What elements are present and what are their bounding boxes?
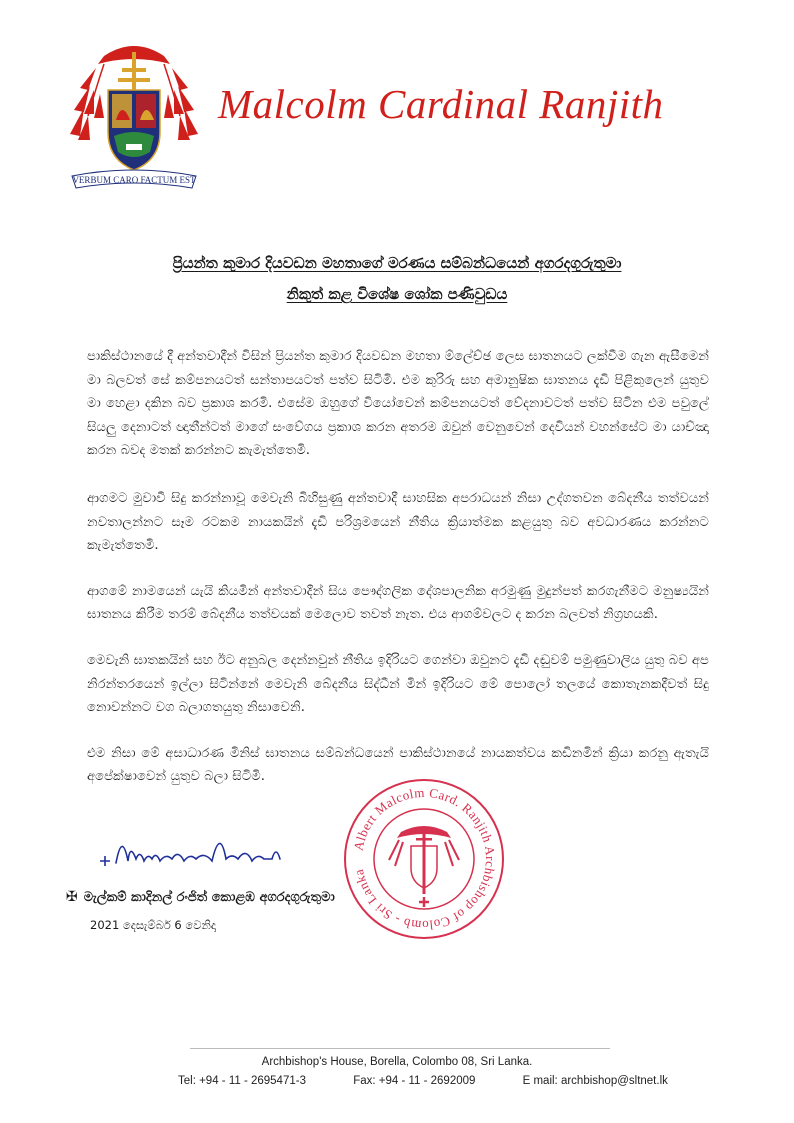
crest-motto: VERBUM CARO FACTUM EST: [72, 175, 196, 185]
letter-date: 2021 දෙසැම්බර් 6 වෙනිදා: [90, 918, 216, 932]
footer-address: Archbishop's House, Borella, Colombo 08, Sri Lanka.: [261, 1056, 533, 1068]
footer-email: E mail: archbishop@sltnet.lk: [522, 1075, 668, 1087]
archbishop-seal-icon: [341, 776, 507, 942]
signer-name: [66, 889, 335, 905]
message-body: [87, 345, 709, 811]
footer-telephone: Tel: +94 - 11 - 2695471-3: [178, 1075, 306, 1087]
heading-line-1: ප්‍රියන්ත කුමාර දියවඩන මහතාගේ මරණය සම්බන්ධයෙන් අගරදගුරුතුමා: [172, 254, 622, 272]
footer-contact: [178, 1075, 668, 1087]
handwritten-signature-icon: [96, 823, 296, 873]
cross-icon: ✠: [66, 889, 78, 905]
paragraph: මෙවැනි ඝාතකයින් සහ ඊට අනුබල දෙන්නවුන් නීතිය ඉදිරියට ගෙන්වා ඔවුනට දැඩි දඬුවම් පමුණුවාලිය යුතු බව අප නිරන්තරයෙන් ඉල්ලා සිටින්නේ මෙවැනි බේදනීය සිද්ධීන් මින් ඉදිරියට මේ පොලෝ තලයේ කොතැනකදීවත් සිදු නොවන්නට වග බලාගතයුතු නිසාවෙනි.: [87, 652, 709, 716]
signer-title: මැල්කම් කාදිනල් රංජිත් කොළඹ අගරදගුරුතුමා: [83, 890, 335, 905]
seal-text: Albert Malcolm Card. Ranjith Archbishop of Colomb - Sri Lanka: [350, 784, 499, 934]
letterhead-name: Malcolm Cardinal Ranjith: [218, 81, 664, 127]
footer-divider: [190, 1048, 610, 1049]
coat-of-arms-icon: [66, 28, 202, 194]
footer-fax: Fax: +94 - 11 - 2692009: [353, 1075, 476, 1087]
message-heading: [60, 248, 734, 310]
paragraph: පාකිස්ථානයේ දී අන්තවාදීන් විසින් ප්‍රියන්ත කුමාර දියවඩන මහතා ම්ලේච්ඡ ලෙස ඝාතනයට ලක්වීම ගැන ඇසීමෙන් මා බලවත් සේ කම්පනයටත් සන්තාපයටත් පත්ව සිටිමි. එම කුරිරු සහ අමානුෂික ඝාතනය දැඩි පිළිකුලෙන් යුතුව මා හෙළා දකින බව ප්‍රකාශ කරමි. එසේම ඔහුගේ වියෝවෙන් කම්පනයටත් වේදනාවටත් පත්ව සිටින එම පවුලේ සියලු දෙනාටත් ඥාතීන්ටත් මාගේ සංවේගය ප්‍රකාශ කරන අතරම ඔවුන් වෙනුවෙන් දෙවියන් වහන්සේට මා යාච්ඤා කරන බවද මතක් කරන්නට කැමැත්තෙමි.: [87, 349, 709, 459]
paragraph: ආගමට මුවාවී සිදු කරන්නාවූ මෙවැනි බිහිසුණු අන්තවාදී සාහසික අපරාධයන් නිසා උද්ගතවන බේදනීය තත්වයන් නවතාලන්නට සෑම රටකම නායකයින් දැඩි පරිශ්‍රමයෙන් නීතිය ක්‍රියාත්මක කළයුතු බව අවධාරණය කරන්නට කැමැත්තෙමි.: [87, 490, 709, 554]
paragraph: ආගමේ නාමයෙන් යැයි කියමින් අන්තවාදීන් සිය පෞද්ගලික දේශපාලනික අරමුණු මුදුන්පත් කරගැනීමට මනුෂ්‍යයින් ඝාතනය කිරීම තරම් බේදනීය තත්වයක් මෙලොව තවත් නැත. එය ආගම්වලට ද කරන බලවත් නිග්‍රහයකි.: [87, 583, 709, 623]
paragraph: එම නිසා මේ අසාධාරණ මිනිස් ඝාතනය සම්බන්ධයෙන් පාකිස්ථානයේ නායකත්වය කඩිනමින් ක්‍රියා කරනු ඇතැයි අපේක්ෂාවෙන් යුතුව බලා සිටිමි.: [87, 745, 709, 785]
heading-line-2: නිකුත් කළ විශේෂ ශෝක පණිවුඩය: [286, 285, 508, 303]
